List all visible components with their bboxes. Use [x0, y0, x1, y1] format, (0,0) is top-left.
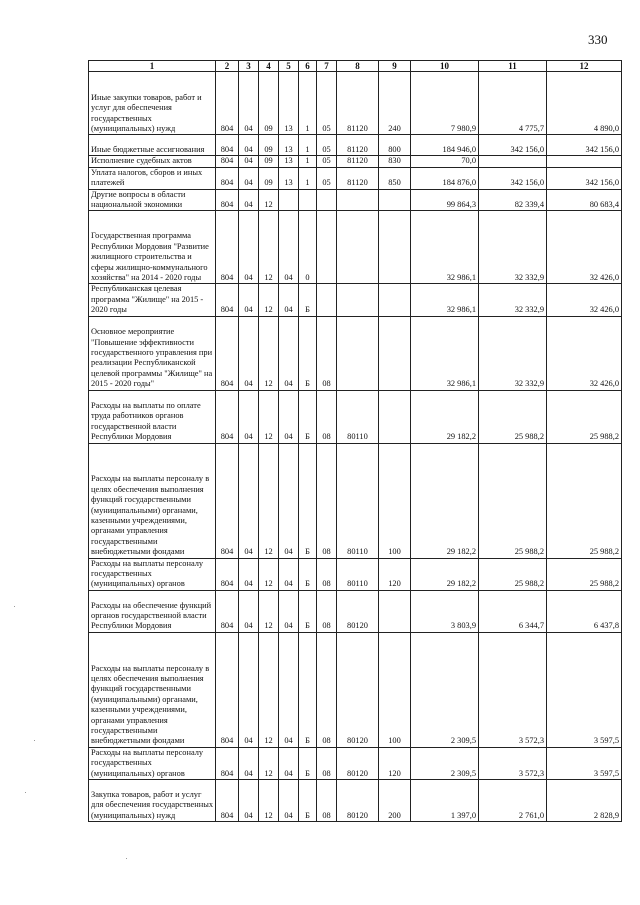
- amount-cell: 3 572,3: [479, 632, 547, 747]
- column-header: 6: [299, 61, 317, 72]
- amount-cell: 70,0: [411, 156, 479, 167]
- budget-table: [88, 60, 622, 822]
- code-cell: 12: [259, 780, 279, 822]
- column-header: 9: [379, 61, 411, 72]
- code-cell: Б: [299, 558, 317, 590]
- amount-cell: 25 988,2: [547, 390, 622, 443]
- amount-cell: 25 988,2: [479, 443, 547, 558]
- scan-speck: [34, 740, 35, 741]
- code-cell: 804: [216, 632, 239, 747]
- amount-cell: 342 156,0: [479, 167, 547, 189]
- table-row: [89, 189, 622, 211]
- amount-cell: 2 309,5: [411, 632, 479, 747]
- code-cell: 04: [239, 189, 259, 211]
- code-cell: 04: [239, 747, 259, 779]
- column-header: 7: [317, 61, 337, 72]
- code-cell: 04: [239, 72, 259, 135]
- amount-cell: 3 572,3: [479, 747, 547, 779]
- scan-speck: [126, 858, 127, 859]
- amount-cell: 342 156,0: [479, 135, 547, 156]
- code-cell: 804: [216, 316, 239, 390]
- table-row: [89, 135, 622, 156]
- code-cell: 100: [379, 443, 411, 558]
- row-name-cell: Государственная программа Республики Мордовия "Развитие жилищного строительства и сферы жилищно-коммунального хозяйства" на 2014 - 2020 годы: [89, 211, 216, 284]
- code-cell: 81120: [337, 72, 379, 135]
- code-cell: 05: [317, 135, 337, 156]
- amount-cell: 342 156,0: [547, 135, 622, 156]
- code-cell: 04: [279, 211, 299, 284]
- code-cell: Б: [299, 390, 317, 443]
- amount-cell: 32 426,0: [547, 316, 622, 390]
- code-cell: [337, 316, 379, 390]
- code-cell: 04: [279, 284, 299, 316]
- code-cell: Б: [299, 284, 317, 316]
- code-cell: 804: [216, 135, 239, 156]
- row-name-cell: Основное мероприятие "Повышение эффективности государственного управления при реализации Республиканской целевой программы "Жилище" на 2015 - 2020 годы": [89, 316, 216, 390]
- code-cell: Б: [299, 590, 317, 632]
- column-header: 11: [479, 61, 547, 72]
- page-number: 330: [588, 32, 608, 47]
- table-row: [89, 558, 622, 590]
- code-cell: 08: [317, 316, 337, 390]
- amount-cell: 2 309,5: [411, 747, 479, 779]
- code-cell: 04: [239, 780, 259, 822]
- table-header-row: [89, 61, 622, 72]
- code-cell: 804: [216, 189, 239, 211]
- table-row: [89, 632, 622, 747]
- code-cell: 12: [259, 747, 279, 779]
- code-cell: 0: [299, 211, 317, 284]
- amount-cell: 1 397,0: [411, 780, 479, 822]
- amount-cell: 4 775,7: [479, 72, 547, 135]
- code-cell: 800: [379, 135, 411, 156]
- amount-cell: 32 986,1: [411, 316, 479, 390]
- code-cell: 81120: [337, 135, 379, 156]
- code-cell: [317, 189, 337, 211]
- code-cell: [279, 189, 299, 211]
- code-cell: 04: [239, 135, 259, 156]
- code-cell: 12: [259, 390, 279, 443]
- code-cell: Б: [299, 316, 317, 390]
- amount-cell: [547, 156, 622, 167]
- code-cell: 240: [379, 72, 411, 135]
- scan-speck: [14, 606, 15, 607]
- code-cell: 12: [259, 189, 279, 211]
- code-cell: 850: [379, 167, 411, 189]
- code-cell: 04: [239, 167, 259, 189]
- row-name-cell: Расходы на обеспечение функций органов государственной власти Республики Мордовия: [89, 590, 216, 632]
- column-header: 8: [337, 61, 379, 72]
- column-header: 3: [239, 61, 259, 72]
- table-row: [89, 156, 622, 167]
- row-name-cell: Исполнение судебных актов: [89, 156, 216, 167]
- code-cell: 04: [239, 316, 259, 390]
- row-name-cell: Уплата налогов, сборов и иных платежей: [89, 167, 216, 189]
- column-header: 2: [216, 61, 239, 72]
- amount-cell: 7 980,9: [411, 72, 479, 135]
- code-cell: Б: [299, 443, 317, 558]
- amount-cell: 32 332,9: [479, 284, 547, 316]
- amount-cell: 32 986,1: [411, 284, 479, 316]
- code-cell: 04: [279, 632, 299, 747]
- code-cell: 12: [259, 316, 279, 390]
- table-row: [89, 167, 622, 189]
- code-cell: 08: [317, 780, 337, 822]
- code-cell: 09: [259, 135, 279, 156]
- code-cell: 81120: [337, 167, 379, 189]
- table-row: [89, 72, 622, 135]
- column-header: 4: [259, 61, 279, 72]
- code-cell: 04: [239, 284, 259, 316]
- code-cell: 04: [239, 390, 259, 443]
- row-name-cell: Расходы на выплаты персоналу в целях обеспечения выполнения функций государственными (муниципальными) органами, казенными учреждениями, органами управления государственными внебюджетными фондами: [89, 632, 216, 747]
- row-name-cell: Расходы на выплаты персоналу государственных (муниципальных) органов: [89, 747, 216, 779]
- table-row: [89, 747, 622, 779]
- code-cell: 12: [259, 211, 279, 284]
- code-cell: 09: [259, 167, 279, 189]
- table-row: [89, 443, 622, 558]
- code-cell: 05: [317, 167, 337, 189]
- table-body: [89, 72, 622, 822]
- code-cell: Б: [299, 747, 317, 779]
- code-cell: 80120: [337, 780, 379, 822]
- code-cell: 12: [259, 558, 279, 590]
- code-cell: [379, 590, 411, 632]
- code-cell: 120: [379, 558, 411, 590]
- code-cell: 13: [279, 72, 299, 135]
- row-name-cell: Иные закупки товаров, работ и услуг для обеспечения государственных (муниципальных) нужд: [89, 72, 216, 135]
- amount-cell: 6 437,8: [547, 590, 622, 632]
- amount-cell: 25 988,2: [547, 558, 622, 590]
- code-cell: 04: [279, 590, 299, 632]
- code-cell: [299, 189, 317, 211]
- amount-cell: 32 332,9: [479, 316, 547, 390]
- code-cell: 04: [239, 590, 259, 632]
- amount-cell: 29 182,2: [411, 558, 479, 590]
- code-cell: 08: [317, 390, 337, 443]
- code-cell: [317, 284, 337, 316]
- amount-cell: 184 946,0: [411, 135, 479, 156]
- code-cell: 804: [216, 747, 239, 779]
- code-cell: 04: [279, 747, 299, 779]
- code-cell: 04: [279, 443, 299, 558]
- code-cell: 804: [216, 72, 239, 135]
- amount-cell: 32 332,9: [479, 211, 547, 284]
- code-cell: 804: [216, 390, 239, 443]
- code-cell: 80110: [337, 558, 379, 590]
- code-cell: 09: [259, 72, 279, 135]
- amount-cell: 80 683,4: [547, 189, 622, 211]
- code-cell: 80110: [337, 443, 379, 558]
- code-cell: 12: [259, 284, 279, 316]
- code-cell: 04: [279, 558, 299, 590]
- amount-cell: 32 986,1: [411, 211, 479, 284]
- code-cell: 1: [299, 72, 317, 135]
- code-cell: [379, 316, 411, 390]
- code-cell: 804: [216, 167, 239, 189]
- code-cell: 80110: [337, 390, 379, 443]
- row-name-cell: Закупка товаров, работ и услуг для обеспечения государственных (муниципальных) нужд: [89, 780, 216, 822]
- table-row: [89, 390, 622, 443]
- code-cell: 1: [299, 167, 317, 189]
- code-cell: 1: [299, 135, 317, 156]
- column-header: 12: [547, 61, 622, 72]
- code-cell: 13: [279, 167, 299, 189]
- code-cell: [337, 284, 379, 316]
- code-cell: 1: [299, 156, 317, 167]
- table-row: [89, 780, 622, 822]
- code-cell: 804: [216, 284, 239, 316]
- code-cell: 09: [259, 156, 279, 167]
- amount-cell: 2 828,9: [547, 780, 622, 822]
- code-cell: 08: [317, 443, 337, 558]
- code-cell: [379, 189, 411, 211]
- amount-cell: [479, 156, 547, 167]
- amount-cell: 25 988,2: [547, 443, 622, 558]
- code-cell: 04: [239, 443, 259, 558]
- amount-cell: 2 761,0: [479, 780, 547, 822]
- code-cell: 200: [379, 780, 411, 822]
- code-cell: 12: [259, 443, 279, 558]
- amount-cell: 29 182,2: [411, 443, 479, 558]
- row-name-cell: Республиканская целевая программа "Жилище" на 2015 - 2020 годы: [89, 284, 216, 316]
- amount-cell: 6 344,7: [479, 590, 547, 632]
- code-cell: 08: [317, 590, 337, 632]
- code-cell: 08: [317, 632, 337, 747]
- code-cell: 804: [216, 558, 239, 590]
- amount-cell: 82 339,4: [479, 189, 547, 211]
- table-row: [89, 211, 622, 284]
- amount-cell: 32 426,0: [547, 284, 622, 316]
- amount-cell: 3 803,9: [411, 590, 479, 632]
- amount-cell: 3 597,5: [547, 747, 622, 779]
- code-cell: Б: [299, 632, 317, 747]
- amount-cell: 29 182,2: [411, 390, 479, 443]
- code-cell: 120: [379, 747, 411, 779]
- column-header: 5: [279, 61, 299, 72]
- column-header: 1: [89, 61, 216, 72]
- code-cell: 80120: [337, 590, 379, 632]
- table-row: [89, 284, 622, 316]
- code-cell: 08: [317, 747, 337, 779]
- code-cell: 04: [239, 211, 259, 284]
- table-row: [89, 316, 622, 390]
- code-cell: 804: [216, 211, 239, 284]
- code-cell: Б: [299, 780, 317, 822]
- code-cell: [337, 211, 379, 284]
- code-cell: 04: [279, 390, 299, 443]
- code-cell: 12: [259, 632, 279, 747]
- code-cell: [379, 211, 411, 284]
- amount-cell: 3 597,5: [547, 632, 622, 747]
- code-cell: 08: [317, 558, 337, 590]
- amount-cell: 25 988,2: [479, 390, 547, 443]
- amount-cell: 342 156,0: [547, 167, 622, 189]
- code-cell: [337, 189, 379, 211]
- row-name-cell: Расходы на выплаты персоналу государственных (муниципальных) органов: [89, 558, 216, 590]
- code-cell: [379, 390, 411, 443]
- row-name-cell: Другие вопросы в области национальной экономики: [89, 189, 216, 211]
- code-cell: 804: [216, 156, 239, 167]
- code-cell: 80120: [337, 747, 379, 779]
- amount-cell: 25 988,2: [479, 558, 547, 590]
- amount-cell: 32 426,0: [547, 211, 622, 284]
- amount-cell: 4 890,0: [547, 72, 622, 135]
- amount-cell: 99 864,3: [411, 189, 479, 211]
- row-name-cell: Расходы на выплаты по оплате труда работников органов государственной власти Республики Мордовия: [89, 390, 216, 443]
- code-cell: [379, 284, 411, 316]
- code-cell: 04: [239, 558, 259, 590]
- scan-speck: [25, 792, 26, 793]
- code-cell: 13: [279, 135, 299, 156]
- amount-cell: 184 876,0: [411, 167, 479, 189]
- code-cell: 100: [379, 632, 411, 747]
- table-row: [89, 590, 622, 632]
- code-cell: 05: [317, 72, 337, 135]
- code-cell: 12: [259, 590, 279, 632]
- code-cell: 04: [239, 632, 259, 747]
- column-header: 10: [411, 61, 479, 72]
- row-name-cell: Иные бюджетные ассигнования: [89, 135, 216, 156]
- code-cell: 13: [279, 156, 299, 167]
- code-cell: 04: [279, 316, 299, 390]
- code-cell: 804: [216, 443, 239, 558]
- code-cell: 05: [317, 156, 337, 167]
- code-cell: 04: [279, 780, 299, 822]
- code-cell: 80120: [337, 632, 379, 747]
- code-cell: 81120: [337, 156, 379, 167]
- row-name-cell: Расходы на выплаты персоналу в целях обеспечения выполнения функций государственными (муниципальными) органами, казенными учреждениями, органами управления государственными внебюджетными фондами: [89, 443, 216, 558]
- code-cell: [317, 211, 337, 284]
- code-cell: 804: [216, 590, 239, 632]
- code-cell: 04: [239, 156, 259, 167]
- code-cell: 804: [216, 780, 239, 822]
- code-cell: 830: [379, 156, 411, 167]
